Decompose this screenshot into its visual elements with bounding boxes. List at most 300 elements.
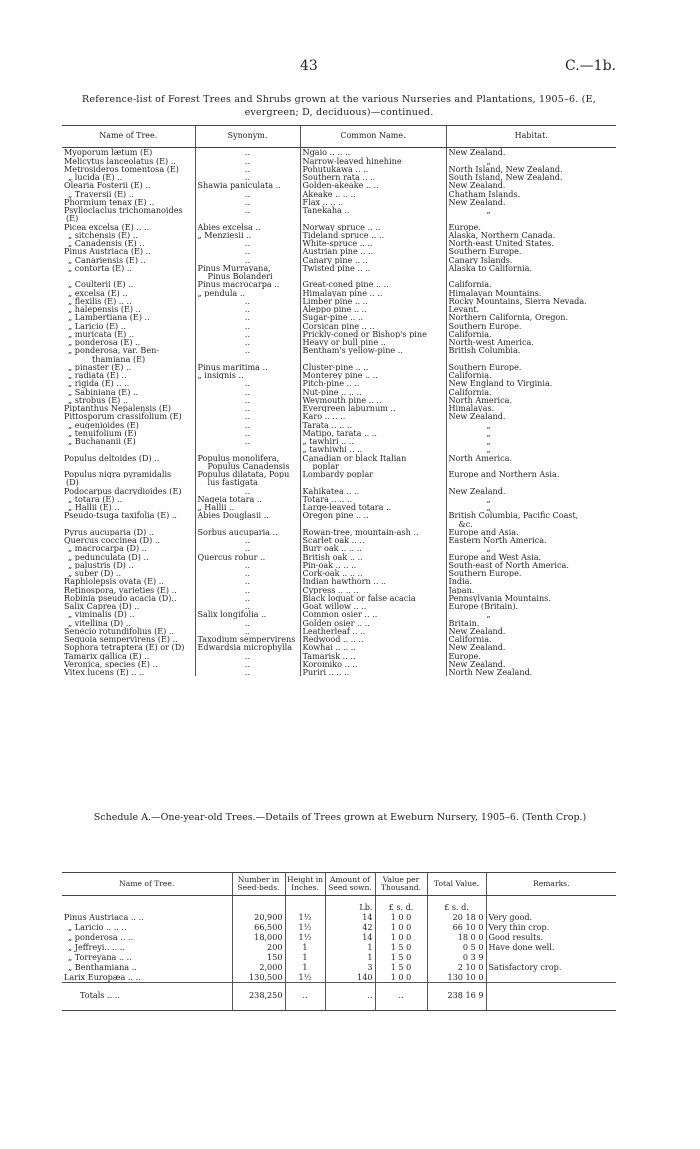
cell-name-of-tree: „ lucida (E) .. (68, 173, 123, 182)
cell-synonym: .. (195, 487, 300, 495)
cell-seed-amount: .. (325, 983, 375, 1011)
cell-habitat: California. (446, 371, 616, 379)
cell-value-per-thousand: 1 0 0 (375, 932, 427, 942)
cell-common-name: White-spruce .. .. (300, 239, 446, 247)
cell-tree-name: „ Laricio .. .. .. (68, 922, 127, 932)
table-row (62, 421, 616, 429)
cell-habitat (446, 214, 616, 222)
cell-habitat: „ (446, 429, 616, 437)
table-row (62, 148, 616, 156)
cell-common-name: poplar (300, 462, 446, 470)
table-row (62, 412, 616, 420)
cell-synonym: .. (195, 297, 300, 305)
cell-common-name: Indian hawthorn .. .. (300, 577, 446, 585)
cell-name-of-tree: „ Hallii (E) .. (68, 503, 120, 512)
cell-habitat: Alaska to California. (446, 264, 616, 272)
table-row (62, 338, 616, 346)
table-row (62, 520, 616, 528)
cell-remarks (486, 972, 616, 983)
cell-remarks: Very thin crop. (486, 922, 616, 932)
cell-common-name: Evergreen laburnum .. (300, 404, 446, 412)
cell-habitat: Canary Islands. (446, 256, 616, 264)
cell-number: 130,500 (232, 972, 285, 983)
cell-name-of-tree: Pyrus aucuparia (D) .. (64, 527, 154, 536)
cell-total-value: 66 10 0 (427, 922, 486, 932)
cell-synonym: .. (195, 322, 300, 330)
cell-common-name: Rowan-tree, mountain-ash .. (300, 528, 446, 536)
cell-habitat: British Columbia, Pacific Coast, (446, 511, 616, 519)
cell-common-name: Cypress .. .. .. (300, 586, 446, 594)
cell-total-value: 130 10 0 (427, 972, 486, 983)
cell-habitat (446, 478, 616, 486)
table-row (62, 223, 616, 231)
cell-name-of-tree: „ totara (E) .. (68, 494, 123, 503)
cell-synonym: Populus dilatata, Popu (195, 470, 300, 478)
schedule-header-row (62, 873, 616, 896)
cell-habitat: Northern California, Oregon. (446, 313, 616, 321)
cell-common-name (300, 272, 446, 280)
cell-common-name: Cluster-pine .. .. (300, 363, 446, 371)
cell-name-of-tree: Sophora tetraptera (E) or (D) (64, 643, 185, 652)
cell-common-name (300, 214, 446, 222)
cell-seed-amount: 14 (325, 932, 375, 942)
cell-common-name: „ tawhiri .. .. (300, 437, 446, 445)
table-row (62, 495, 616, 503)
cell-synonym (195, 355, 300, 363)
table-row (62, 305, 616, 313)
cell-name-of-tree: „ Lambertiana (E) .. (68, 313, 150, 322)
cell-name-of-tree: Sequoia sempervirens (E) .. (64, 635, 178, 644)
cell-height: 1 (285, 952, 325, 962)
cell-habitat: Europe and Asia. (446, 528, 616, 536)
cell-common-name: Kahikatea .. .. (300, 487, 446, 495)
cell-name-of-tree: „ sitchensis (E) .. (68, 230, 138, 239)
table-row (62, 404, 616, 412)
cell-common-name: Weymouth pine .. .. (300, 396, 446, 404)
table-row (62, 922, 616, 932)
schedule-a-table (62, 872, 616, 1011)
unit-lb: Lb. (325, 896, 375, 913)
cell-name-of-tree: Tamarix gallica (E) .. (64, 651, 150, 660)
cell-tree-name: „ Jeffreyi.. .. .. (68, 942, 125, 952)
cell-habitat: Japan. (446, 586, 616, 594)
cell-common-name: Tideland spruce .. .. (300, 231, 446, 239)
cell-habitat: New England to Virginia. (446, 379, 616, 387)
table-row (62, 652, 616, 660)
cell-habitat: Europe. (446, 223, 616, 231)
cell-number: 150 (232, 952, 285, 962)
cell-seed-amount: 14 (325, 912, 375, 922)
cell-common-name: Cork-oak .. .. .. (300, 569, 446, 577)
cell-name-of-tree: Veronica, species (E) .. (64, 659, 158, 668)
cell-name-of-tree: Salix Caprea (D) .. (64, 602, 140, 611)
cell-height: 1 (285, 942, 325, 952)
cell-habitat: South-east of North America. (446, 561, 616, 569)
cell-common-name: Tanekaha .. (300, 206, 446, 214)
cell-total-value: 2 10 0 (427, 962, 486, 972)
cell-common-name: Bentham's yellow-pine .. (300, 346, 446, 354)
cell-habitat: India. (446, 577, 616, 585)
cell-common-name: Leatherleaf .. .. (300, 627, 446, 635)
table-row (62, 272, 616, 280)
cell-synonym: .. (195, 338, 300, 346)
cell-value-per-thousand: 1 0 0 (375, 972, 427, 983)
cell-name-of-tree: „ Laricio (E) .. (68, 321, 126, 330)
cell-name-of-tree: „ Buchananii (E) (68, 437, 136, 446)
cell-seed-amount: 3 (325, 962, 375, 972)
cell-synonym: .. (195, 256, 300, 264)
cell-name-of-tree: „ Coulterii (E) .. (68, 280, 134, 289)
cell-habitat: South Island, New Zealand. (446, 173, 616, 181)
cell-total-value: 0 3 9 (427, 952, 486, 962)
cell-remarks (486, 952, 616, 962)
cell-name-of-tree: „ viminalis (D) .. (68, 610, 135, 619)
cell-number: 20,900 (232, 912, 285, 922)
table-row (62, 660, 616, 668)
cell-common-name: Golden osier .. .. (300, 619, 446, 627)
cell-habitat: Alaska, Northern Canada. (446, 231, 616, 239)
cell-common-name: Black loquat or false acacia (300, 594, 446, 602)
table-row (62, 668, 616, 676)
cell-height: 1 (285, 962, 325, 972)
cell-habitat: Britain. (446, 619, 616, 627)
cell-synonym: .. (195, 330, 300, 338)
table-row (62, 544, 616, 552)
cell-habitat: New Zealand. (446, 412, 616, 420)
cell-tree-name: „ ponderosa .. .. (68, 932, 134, 942)
cell-name-of-tree: Populus deltoides (D) .. (64, 453, 160, 462)
cell-common-name: Sugar-pine .. .. (300, 313, 446, 321)
cell-habitat: North-east United States. (446, 239, 616, 247)
cell-common-name: Burr oak .. .. .. (300, 544, 446, 552)
cell-synonym (195, 214, 300, 222)
cell-synonym: „ insignis .. (195, 371, 300, 379)
cell-synonym: Abies excelsa .. (195, 223, 300, 231)
cell-habitat: Europe and West Asia. (446, 553, 616, 561)
cell-habitat: Eastern North America. (446, 536, 616, 544)
table-row (62, 297, 616, 305)
cell-habitat: New Zealand. (446, 181, 616, 189)
cell-common-name: Great-coned pine .. .. (300, 280, 446, 288)
cell-habitat: Europe (Britain). (446, 602, 616, 610)
cell-synonym: .. (195, 239, 300, 247)
cell-value-per-thousand: 1 0 0 (375, 912, 427, 922)
cell-habitat: British Columbia. (446, 346, 616, 354)
cell-tree-name: „ Torreyana .. .. (68, 952, 132, 962)
cell-synonym: .. (195, 668, 300, 676)
cell-number: 66,500 (232, 922, 285, 932)
cell-habitat: New Zealand. (446, 660, 616, 668)
page-number: 43 (300, 58, 318, 74)
cell-remarks (486, 983, 616, 1011)
table-row (62, 396, 616, 404)
cell-habitat: Southern Europe. (446, 569, 616, 577)
cell-habitat: „ (446, 437, 616, 445)
cell-habitat: New Zealand. (446, 148, 616, 156)
cell-name-of-tree (62, 445, 195, 453)
cell-synonym: .. (195, 198, 300, 206)
table-row (62, 586, 616, 594)
cell-habitat: „ (446, 503, 616, 511)
cell-habitat: „ (446, 157, 616, 165)
cell-common-name: Tamarisk .. .. (300, 652, 446, 660)
cell-name-of-tree: „ strobus (E) .. (68, 395, 128, 404)
cell-common-name: Corsican pine .. .. (300, 322, 446, 330)
cell-synonym: Edwardsia microphylla (195, 643, 300, 651)
cell-synonym: .. (195, 421, 300, 429)
cell-common-name: Narrow-leaved hinehine (300, 157, 446, 165)
cell-name-of-tree: „ tenuifolium (E) (68, 428, 137, 437)
cell-habitat: „ (446, 610, 616, 618)
cell-synonym: Pinus macrocarpa .. (195, 280, 300, 288)
cell-common-name: Aleppo pine .. .. (300, 305, 446, 313)
cell-synonym: Pinus Murrayana, (195, 264, 300, 272)
cell-remarks: Very good. (486, 912, 616, 922)
schedule-a-body (62, 896, 616, 1011)
cell-name-of-tree: Raphiolepsis ovata (E) .. (64, 577, 164, 586)
table-row (62, 602, 616, 610)
cell-synonym: .. (195, 388, 300, 396)
cell-name-of-tree: „ Traversii (E) .. (68, 189, 134, 198)
cell-height: 1½ (285, 972, 325, 983)
cell-habitat: North America. (446, 454, 616, 462)
cell-synonym: .. (195, 544, 300, 552)
table-row (62, 478, 616, 486)
cell-name-of-tree: Pinus Austriaca (E) .. (64, 247, 151, 256)
cell-value-per-thousand: 1 5 0 (375, 942, 427, 952)
cell-remarks: Good results. (486, 932, 616, 942)
table-row (62, 280, 616, 288)
cell-habitat: North-west America. (446, 338, 616, 346)
unit-lsd: £ s. d. (375, 896, 427, 913)
cell-synonym: .. (195, 404, 300, 412)
table-row (62, 561, 616, 569)
cell-seed-amount: 1 (325, 952, 375, 962)
cell-total-value: 0 5 0 (427, 942, 486, 952)
cell-common-name (300, 478, 446, 486)
reference-list-table (62, 125, 616, 676)
header-height: Height in Inches. (285, 873, 325, 896)
cell-name-of-tree: „ suber (D) .. (68, 569, 122, 578)
table-row (62, 363, 616, 371)
cell-common-name: Norway spruce .. .. (300, 223, 446, 231)
cell-synonym: .. (195, 190, 300, 198)
cell-total-value: 18 0 0 (427, 932, 486, 942)
header-number-in-seed-beds: Number in Seed-beds. (232, 873, 285, 896)
cell-synonym: .. (195, 148, 300, 156)
table-row (62, 454, 616, 462)
cell-synonym: „ pendula .. (195, 289, 300, 297)
table-row (62, 371, 616, 379)
cell-synonym: .. (195, 379, 300, 387)
cell-synonym: .. (195, 313, 300, 321)
cell-height: .. (285, 983, 325, 1011)
table-row (62, 577, 616, 585)
cell-common-name: Himalayan pine .. .. (300, 289, 446, 297)
table-row (62, 445, 616, 453)
cell-synonym: .. (195, 652, 300, 660)
cell-name-of-tree: „ palustris (D) .. (68, 560, 134, 569)
cell-name-of-tree: „ Sabiniana (E) .. (68, 387, 139, 396)
table-row (62, 247, 616, 255)
table-row (62, 239, 616, 247)
cell-habitat: California. (446, 330, 616, 338)
cell-common-name: Koromiko .. .. (300, 660, 446, 668)
cell-synonym: Pinus maritima .. (195, 363, 300, 371)
table-row (62, 181, 616, 189)
cell-synonym: Sorbus aucuparia .. (195, 528, 300, 536)
cell-name-of-tree: „ Canariensis (E) .. (68, 255, 146, 264)
cell-seed-amount: 140 (325, 972, 375, 983)
cell-common-name: Pitch-pine .. .. (300, 379, 446, 387)
cell-synonym: Quercus robur .. (195, 553, 300, 561)
cell-habitat: California. (446, 388, 616, 396)
table-row (62, 214, 616, 222)
table-row (62, 206, 616, 214)
cell-remarks: Have done well. (486, 942, 616, 952)
cell-habitat: New Zealand. (446, 643, 616, 651)
table-row (62, 462, 616, 470)
cell-common-name: Common osier .. .. (300, 610, 446, 618)
cell-synonym: Salix longifolia .. (195, 610, 300, 618)
table-row (62, 503, 616, 511)
cell-habitat: Southern Europe. (446, 247, 616, 255)
cell-synonym: .. (195, 437, 300, 445)
cell-common-name: Pin-oak .. .. .. (300, 561, 446, 569)
schedule-a-title: Schedule A.—One-year-old Trees.—Details of Trees grown at Eweburn Nursery, 1905–6. (Tenth Crop.) (93, 812, 587, 823)
cell-synonym: .. (195, 429, 300, 437)
cell-name-of-tree: Myoporum lætum (E) (64, 148, 153, 157)
cell-name-of-tree: Populus nigra pyramidalis (64, 470, 172, 479)
table-row (62, 231, 616, 239)
cell-name-of-tree: Senecio rotundifolius (E) .. (64, 626, 175, 635)
unit-cell (62, 896, 232, 913)
cell-habitat: „ (446, 206, 616, 214)
table-row (62, 528, 616, 536)
cell-number: 200 (232, 942, 285, 952)
cell-height: 1½ (285, 932, 325, 942)
reference-list-title: Reference-list of Forest Trees and Shrubs grown at the various Nurseries and Plantations, 1905–6. (E, evergreen; D, deciduous)—continued. (82, 94, 596, 118)
cell-common-name: Scarlet oak .. .. (300, 536, 446, 544)
cell-total-value: 20 18 0 (427, 912, 486, 922)
cell-common-name: Oregon pine .. .. (300, 511, 446, 519)
cell-synonym: .. (195, 602, 300, 610)
cell-common-name: Large-leaved totara .. (300, 503, 446, 511)
cell-habitat: Southern Europe. (446, 363, 616, 371)
header-name-of-tree: Name of Tree. (62, 126, 195, 148)
cell-synonym: .. (195, 536, 300, 544)
cell-tree-name: „ Benthamiana .. (68, 962, 137, 972)
cell-habitat: New Zealand. (446, 487, 616, 495)
table-row (62, 256, 616, 264)
cell-common-name: Monterey pine .. .. (300, 371, 446, 379)
cell-name-of-tree (62, 520, 195, 528)
cell-habitat: „ (446, 421, 616, 429)
cell-name-of-tree: Pittosporum crassifolium (E) (64, 412, 182, 421)
cell-habitat: „ (446, 495, 616, 503)
table-row (62, 972, 616, 983)
cell-number: 238,250 (232, 983, 285, 1011)
cell-synonym: .. (195, 569, 300, 577)
cell-name-of-tree: Vitex lucens (E) .. .. (64, 668, 145, 677)
cell-synonym: .. (195, 586, 300, 594)
table-row (62, 643, 616, 651)
cell-name-of-tree: „ contorta (E) .. (68, 263, 132, 272)
unit-lsd-total: £ s. d. (427, 896, 486, 913)
cell-common-name (300, 355, 446, 363)
table-row (62, 355, 616, 363)
cell-habitat: „ (446, 445, 616, 453)
cell-tree-name: Totals .. .. (62, 983, 232, 1011)
table-row (62, 198, 616, 206)
cell-habitat: Europe. (446, 652, 616, 660)
cell-synonym: Pinus Bolanderi (195, 272, 300, 280)
cell-common-name (300, 520, 446, 528)
cell-habitat: Pennsylvania Mountains. (446, 594, 616, 602)
cell-common-name: Goat willow .. .. (300, 602, 446, 610)
cell-habitat: Himalayan Mountains. (446, 289, 616, 297)
cell-habitat (446, 462, 616, 470)
table-row (62, 322, 616, 330)
cell-name-of-tree: Psylloclaclus trichomanoides (64, 206, 183, 215)
cell-height: 1½ (285, 912, 325, 922)
table-row (62, 379, 616, 387)
cell-habitat: Southern Europe. (446, 322, 616, 330)
header-amount-of-seed: Amount of Seed sown. (325, 873, 375, 896)
cell-habitat: North New Zealand. (446, 668, 616, 676)
cell-synonym: Taxodium sempervirens (195, 635, 300, 643)
cell-common-name: Austrian pine .. .. (300, 247, 446, 255)
table-row (62, 511, 616, 519)
cell-number: 2,000 (232, 962, 285, 972)
cell-name-of-tree: Podocarpus dacrydioides (E) (64, 486, 182, 495)
cell-name-of-tree: Piptanthus Nepalensis (E) (64, 404, 172, 413)
header-remarks: Remarks. (486, 873, 616, 896)
unit-cell (285, 896, 325, 913)
cell-synonym (195, 520, 300, 528)
cell-common-name: Twisted pine .. .. (300, 264, 446, 272)
cell-name-of-tree: „ pinaster (E) .. (68, 362, 132, 371)
cell-name-of-tree: Robinia pseudo acacia (D).. (64, 593, 177, 602)
cell-habitat: New Zealand. (446, 627, 616, 635)
table-row (62, 165, 616, 173)
cell-synonym: Abies Douglasii .. (195, 511, 300, 519)
cell-total-value: 238 16 9 (427, 983, 486, 1011)
cell-common-name: Ngaio .. .. .. (300, 148, 446, 156)
table-row (62, 952, 616, 962)
cell-synonym: lus fastigata (195, 478, 300, 486)
table-row (62, 635, 616, 643)
reference-header-row (62, 126, 616, 148)
cell-tree-name: Larix Europæa .. .. (64, 972, 141, 982)
cell-name-of-tree: „ flexilis (E) .. .. (68, 296, 132, 305)
cell-name-of-tree: „ ponderosa, var. Ben- (68, 346, 160, 355)
table-row (62, 569, 616, 577)
cell-synonym: .. (195, 157, 300, 165)
cell-common-name: Karo .. .. .. (300, 412, 446, 420)
cell-name-of-tree (62, 462, 195, 470)
cell-habitat: Europe and Northern Asia. (446, 470, 616, 478)
table-row (62, 437, 616, 445)
cell-synonym: .. (195, 577, 300, 585)
cell-name-of-tree: „ halepensis (E) .. (68, 305, 141, 314)
cell-name-of-tree: Quercus coccinea (D) .. (64, 536, 160, 545)
cell-synonym: .. (195, 660, 300, 668)
cell-name-of-tree: „ eugenioides (E) (68, 420, 139, 429)
table-row (62, 346, 616, 354)
header-tree-name: Name of Tree. (62, 873, 232, 896)
cell-common-name: Southern rata .. .. (300, 173, 446, 181)
